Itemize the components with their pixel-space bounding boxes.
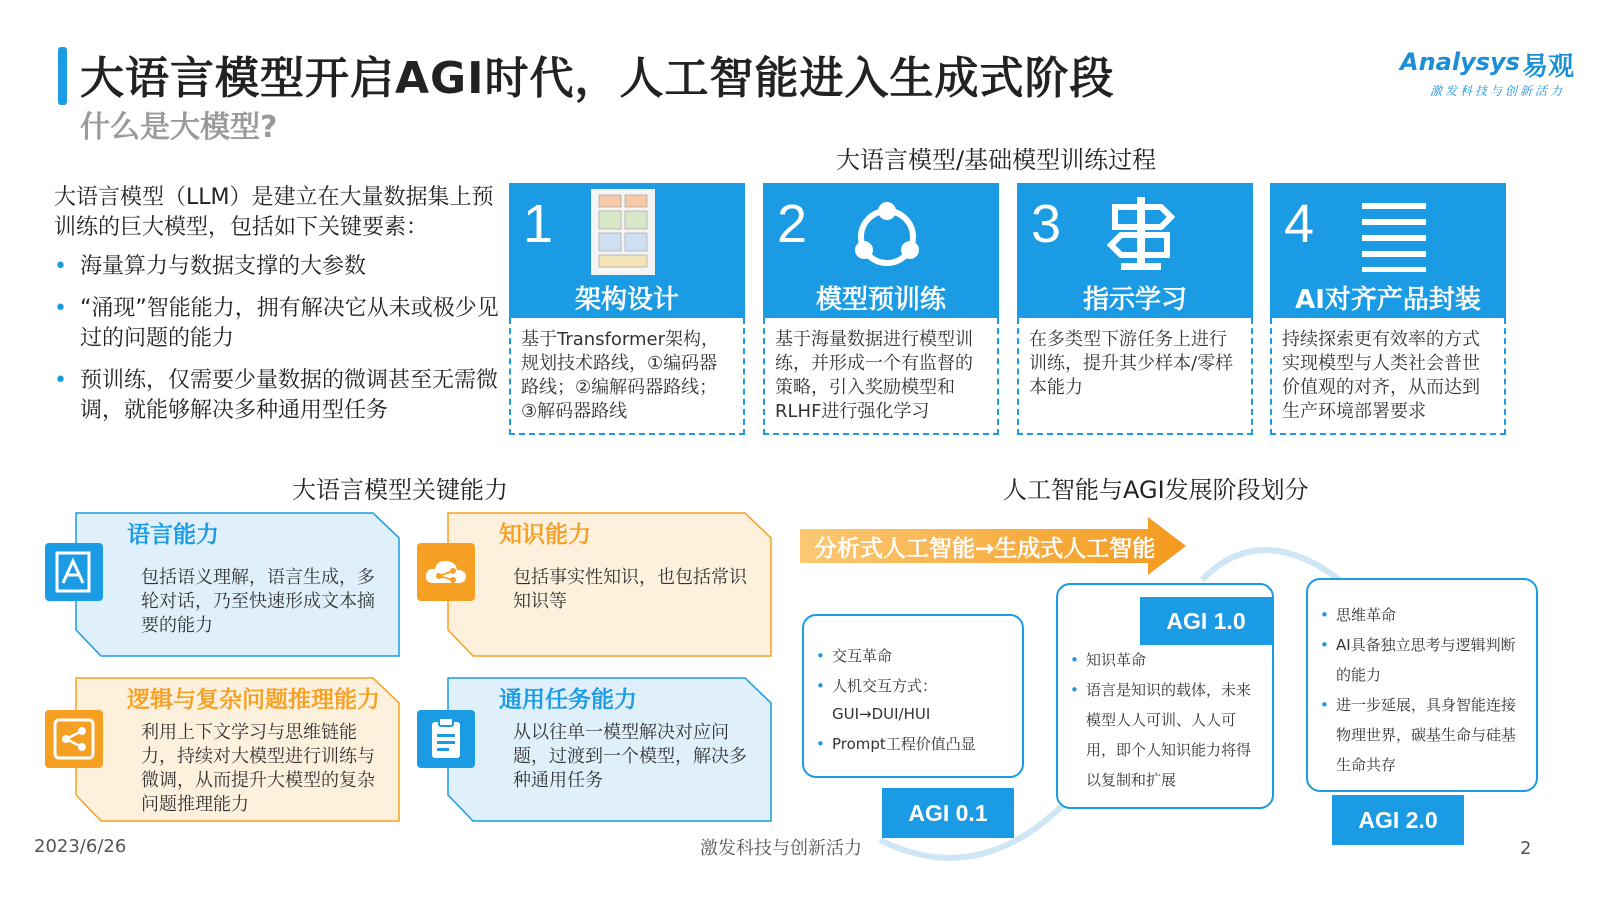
training-heading: 大语言模型/基础模型训练过程 bbox=[836, 146, 1157, 174]
capability-general-task bbox=[447, 677, 772, 822]
clipboard-icon bbox=[417, 710, 475, 768]
title-accent-bar bbox=[58, 47, 67, 105]
agi-tag-0-1: AGI 0.1 bbox=[882, 788, 1014, 838]
logo-analysys: Analysys bbox=[1400, 48, 1520, 76]
capability-knowledge bbox=[447, 512, 772, 657]
signpost-icon bbox=[1101, 193, 1181, 273]
capability-title: 逻辑与复杂问题推理能力 bbox=[127, 687, 380, 713]
step-title: AI对齐产品封装 bbox=[1295, 285, 1481, 315]
agi-heading: 人工智能与AGI发展阶段划分 bbox=[1003, 476, 1309, 504]
logo-yiguan: 易观 bbox=[1522, 52, 1575, 82]
page-number: 2 bbox=[1520, 838, 1532, 859]
agi-stage-2-0: • 思维革命 • AI具备独立思考与逻辑判断的能力 • 进一步延展，具身智能连接物理世界，碳基生命与硅基生命共存 bbox=[1306, 578, 1538, 792]
capability-title: 通用任务能力 bbox=[499, 687, 637, 713]
step-number: 3 bbox=[1031, 194, 1062, 254]
share-nodes-icon bbox=[45, 710, 103, 768]
capabilities-heading: 大语言模型关键能力 bbox=[292, 476, 508, 504]
bullet-item: • “涌现”智能能力，拥有解决它从未或极少见过的问题的能力 bbox=[54, 296, 499, 351]
step-body: 基于海量数据进行模型训练，并形成一个有监督的策略，引入奖励模型和RLHF进行强化学习 bbox=[763, 318, 999, 435]
step-title: 架构设计 bbox=[574, 285, 679, 315]
capability-title: 知识能力 bbox=[499, 522, 591, 548]
capability-reasoning bbox=[75, 677, 400, 822]
agi-tag-1-0: AGI 1.0 bbox=[1140, 597, 1272, 645]
page-title: 大语言模型开启AGI时代，人工智能进入生成式阶段 bbox=[80, 53, 1115, 104]
step-number: 2 bbox=[777, 194, 808, 254]
step-pretraining bbox=[763, 183, 999, 437]
letter-a-icon bbox=[45, 543, 103, 601]
agi-tag-2-0: AGI 2.0 bbox=[1332, 795, 1464, 845]
network-nodes-icon bbox=[847, 193, 927, 273]
step-instruction bbox=[1017, 183, 1253, 437]
footer-slogan: 激发科技与创新活力 bbox=[700, 838, 862, 859]
capability-title: 语言能力 bbox=[127, 522, 219, 548]
page-subtitle: 什么是大模型? bbox=[80, 110, 278, 145]
step-body: 持续探索更有效率的方式实现模型与人类社会普世价值观的对齐，从而达到生产环境部署要求 bbox=[1270, 318, 1506, 435]
step-body: 基于Transformer架构，规划技术路线，①编码器路线；②编解码器路线；③解码器路线 bbox=[509, 318, 745, 435]
capability-body: 包括语义理解，语言生成，多轮对话，乃至快速形成文本摘要的能力 bbox=[141, 567, 375, 636]
llm-definition: 大语言模型（LLM）是建立在大量数据集上预训练的巨大模型，包括如下关键要素： bbox=[54, 185, 494, 240]
llm-key-elements bbox=[54, 252, 504, 438]
cloud-share-icon bbox=[417, 543, 475, 601]
step-body: 在多类型下游任务上进行训练，提升其少样本/零样本能力 bbox=[1017, 318, 1253, 435]
capability-body: 包括事实性知识，也包括常识知识等 bbox=[513, 567, 747, 612]
arrow-label: 分析式人工智能→生成式人工智能 bbox=[814, 536, 1156, 562]
step-number: 4 bbox=[1284, 194, 1315, 254]
step-architecture bbox=[509, 183, 745, 437]
capability-language bbox=[75, 512, 400, 657]
bullet-item: • 预训练，仅需要少量数据的微调甚至无需微调，就能够解决多种通用型任务 bbox=[54, 368, 499, 423]
list-lines-icon bbox=[1354, 193, 1434, 273]
agi-stage-0-1: • 交互革命 • 人机交互方式：GUI→DUI/HUI • Prompt工程价值凸显 bbox=[802, 614, 1024, 778]
step-title: 模型预训练 bbox=[815, 285, 946, 315]
step-number: 1 bbox=[523, 194, 554, 254]
bullet-item: • 海量算力与数据支撑的大参数 bbox=[54, 254, 367, 279]
capability-body: 利用上下文学习与思维链能力，持续对大模型进行训练与微调，从而提升大模型的复杂问题推理能力 bbox=[141, 722, 375, 815]
architecture-diagram-icon bbox=[591, 189, 655, 275]
step-title: 指示学习 bbox=[1082, 285, 1187, 315]
logo-slogan: 激发科技与创新活力 bbox=[1430, 84, 1566, 98]
capability-body: 从以往单一模型解决对应问题，过渡到一个模型，解决多种通用任务 bbox=[513, 722, 747, 791]
footer-date: 2023/6/26 bbox=[34, 836, 127, 857]
step-alignment bbox=[1270, 183, 1506, 437]
agi-stage-1-0: • 知识革命 • 语言是知识的载体，未来模型人人可训、人人可用，即个人知识能力将得以复制和扩展 bbox=[1056, 583, 1274, 809]
